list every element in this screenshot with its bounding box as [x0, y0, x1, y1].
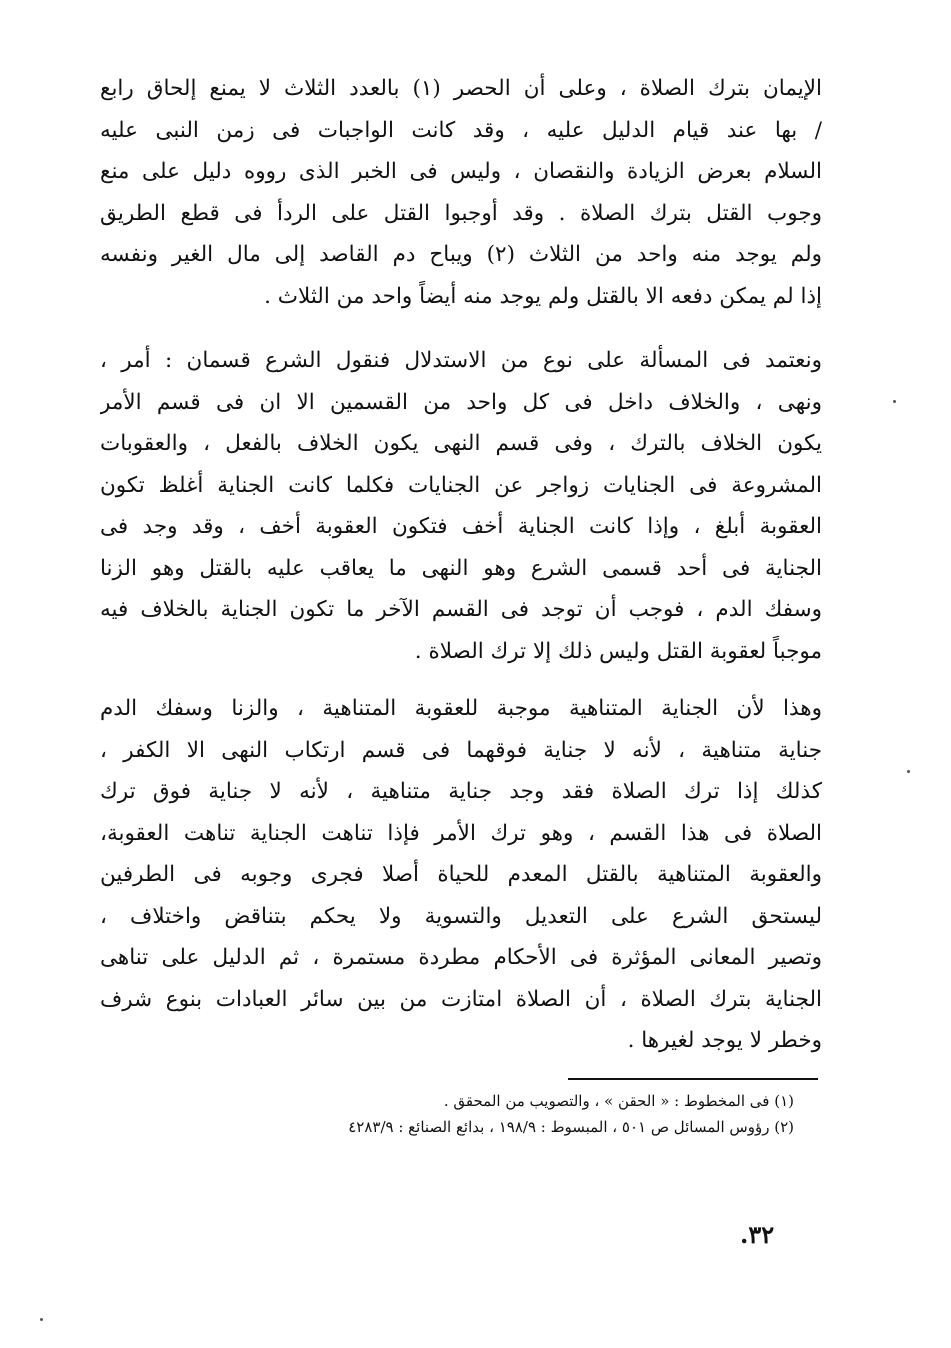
text-line: الجناية فى أحد قسمى الشرع وهو النهى ما يعاقب عليه بالقتل وهو الزنا: [100, 555, 822, 581]
scan-speck: [40, 1318, 43, 1321]
text-line: وسفك الدم ، فوجب أن توجد فى القسم الآخر ما تكون الجناية بالخلاف فيه: [100, 597, 822, 622]
footnote-2: (٢) رؤوس المسائل ص ٥٠١ ، المبسوط : ١٩٨/٩ ، بدائع الصنائع : ٤٢٨٣/٩: [348, 1118, 794, 1136]
text-line: جناية متناهية ، لأنه لا جناية فوقهما فى قسم ارتكاب النهى الا الكفر ،: [100, 737, 822, 763]
text-line: العقوبة أبلغ ، وإذا كانت الجناية أخف فتكون العقوبة أخف ، وقد وجد فى: [100, 514, 822, 539]
text-line: وتصير المعانى المؤثرة فى الأحكام مطردة مستمرة ، ثم الدليل على تناهى: [100, 945, 822, 970]
footnote-divider: [568, 1078, 818, 1080]
text-line: وهذا لأن الجناية المتناهية موجبة للعقوبة المتناهية ، والزنا وسفك الدم: [100, 696, 822, 721]
text-line: وجوب القتل بترك الصلاة . وقد أوجبوا القتل على الردأ فى قطع الطريق: [100, 200, 822, 226]
text-line: ولم يوجد منه واحد من الثلاث (٢) ويباح دم القاصد إلى مال الغير ونفسه: [100, 242, 822, 267]
footnotes: [150, 1088, 794, 1140]
text-line: موجباً لعقوبة القتل وليس ذلك إلا ترك الصلاة .: [414, 638, 822, 664]
text-line: ونعتمد فى المسألة على نوع من الاستدلال فنقول الشرع قسمان : أمر ،: [100, 348, 822, 373]
text-line: ليستحق الشرع على التعديل والتسوية ولا يحكم بتناقض واختلاف ،: [100, 903, 822, 929]
paragraph-3: [100, 688, 822, 1062]
text-line: الجناية بترك الصلاة ، أن الصلاة امتازت من بين سائر العبادات بنوع شرف: [100, 986, 822, 1012]
text-line: كذلك إذا ترك الصلاة فقد وجد جناية متناهية ، لأنه لا جناية فوق ترك: [100, 779, 822, 804]
text-line: والعقوبة المتناهية بالقتل المعدم للحياة أصلا فجرى وجوبه فى الطرفين: [100, 862, 822, 887]
text-line: الإيمان بترك الصلاة ، وعلى أن الحصر (١) بالعدد الثلاث لا يمنع إلحاق رابع: [100, 76, 822, 101]
text-line: ونهى ، والخلاف داخل فى كل واحد من القسمين الا ان فى قسم الأمر: [100, 389, 822, 415]
text-line: يكون الخلاف بالترك ، وفى قسم النهى يكون الخلاف بالفعل ، والعقوبات: [100, 431, 822, 456]
text-line: الصلاة فى هذا القسم ، وهو ترك الأمر فإذا تناهت الجناية تناهت العقوبة،: [100, 820, 822, 846]
text-line: المشروعة فى الجنايات زواجر عن الجنايات فكلما كانت الجناية أغلظ تكون: [100, 472, 822, 498]
page-number: ٣٢.: [740, 1220, 775, 1249]
text-line: / بها عند قيام الدليل عليه ، وقد كانت الواجبات فى زمن النبى عليه: [100, 117, 822, 143]
text-line: السلام بعرض الزيادة والنقصان ، وليس فى الخبر الذى رووه دليل على منع: [100, 159, 822, 184]
scan-speck: [893, 400, 896, 403]
paragraph-2: [100, 340, 822, 672]
paragraph-1: [100, 68, 822, 317]
scan-speck: [907, 770, 910, 773]
text-line: إذا لم يمكن دفعه الا بالقتل ولم يوجد منه أيضاً واحد من الثلاث .: [264, 283, 822, 309]
text-line: وخطر لا يوجد لغيرها .: [627, 1028, 822, 1053]
footnote-1: (١) فى المخطوط : « الحقن » ، والتصويب من المحقق .: [443, 1092, 794, 1110]
